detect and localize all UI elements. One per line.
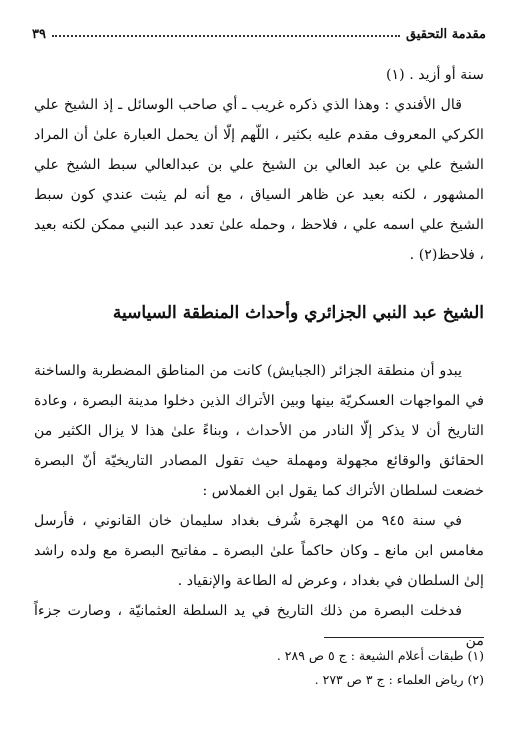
footnote-ref-1: (١) <box>385 67 405 83</box>
page-number: ٣٩ <box>32 27 46 42</box>
section-heading: الشيخ عبد النبي الجزائري وأحداث المنطقة السياسية <box>112 303 484 323</box>
footnote-2: (٢) رياض العلماء : ج ٣ ص ٢٧٣ . <box>314 672 484 687</box>
paragraph-continuation <box>34 60 484 90</box>
running-header <box>32 20 486 42</box>
paragraph-ottoman: فدخلت البصرة من ذلك التاريخ في يد السلطة العثمانيّة ، وصارت جزءاً من <box>34 603 484 649</box>
paragraph-year-945: في سنة ٩٤٥ من الهجرة شُرف بغداد سليمان خان القانوني ، فأرسل مغامس ابن مانع ـ وكان حاكماً علىٰ البصرة ـ مفاتيح البصرة مع ولده راشد إلىٰ السلطان في بغداد ، وعرض له الطاعة والإنقياد . <box>34 513 484 589</box>
paragraph-end: . <box>409 247 419 263</box>
footnote-1: (١) طبقات أعلام الشيعة : ج ٥ ص ٢٨٩ . <box>276 648 484 663</box>
footnote-separator <box>324 637 484 638</box>
footnote-ref-2: (٢) <box>418 247 438 263</box>
running-header-title: مقدمة التحقيق <box>405 27 486 42</box>
paragraph-afandi <box>34 90 484 270</box>
footnotes <box>34 644 484 692</box>
paragraph-text: سنة أو أزيد . <box>409 67 484 83</box>
header-leader-dots <box>52 35 400 37</box>
body-text <box>34 60 484 656</box>
paragraph-jazair: يبدو أن منطقة الجزائر (الجبايش) كانت من المناطق المضطربة والساخنة في المواجهات العسكريّة بينها وبين الأتراك الذين دخلوا مدينة البصرة ، وعادة التاريخ أن لا يذكر إلّا النادر من الأحداث ، وبناءً علىٰ هذا لا يزال الكثير من الحقائق والوقائع مجهولة ومهملة حيث تقول المصادر التاريخيّة أنّ البصرة خضعت لسلطان الأتراك كما يقول ابن الغملاس : <box>34 363 484 499</box>
paragraph-text: قال الأفندي : وهذا الذي ذكره غريب ـ أي صاحب الوسائل ـ إذ الشيخ علي الكركي المعروف مقدم عليه بكثير ، اللّهم إلّا أن يحمل العبارة علىٰ أن المراد الشيخ علي بن عبد العالي بن الشيخ علي بن عبدالعالي سبط الشيخ علي المشهور ، لكنه بعيد عن ظاهر السياق ، مع أنه لم يثبت عندي كون سبط الشيخ علي اسمه علي ، فلاحظ ، وحمله علىٰ تعدد عبد النبي ممكن لكنه بعيد ، فلاحظ <box>34 97 484 263</box>
